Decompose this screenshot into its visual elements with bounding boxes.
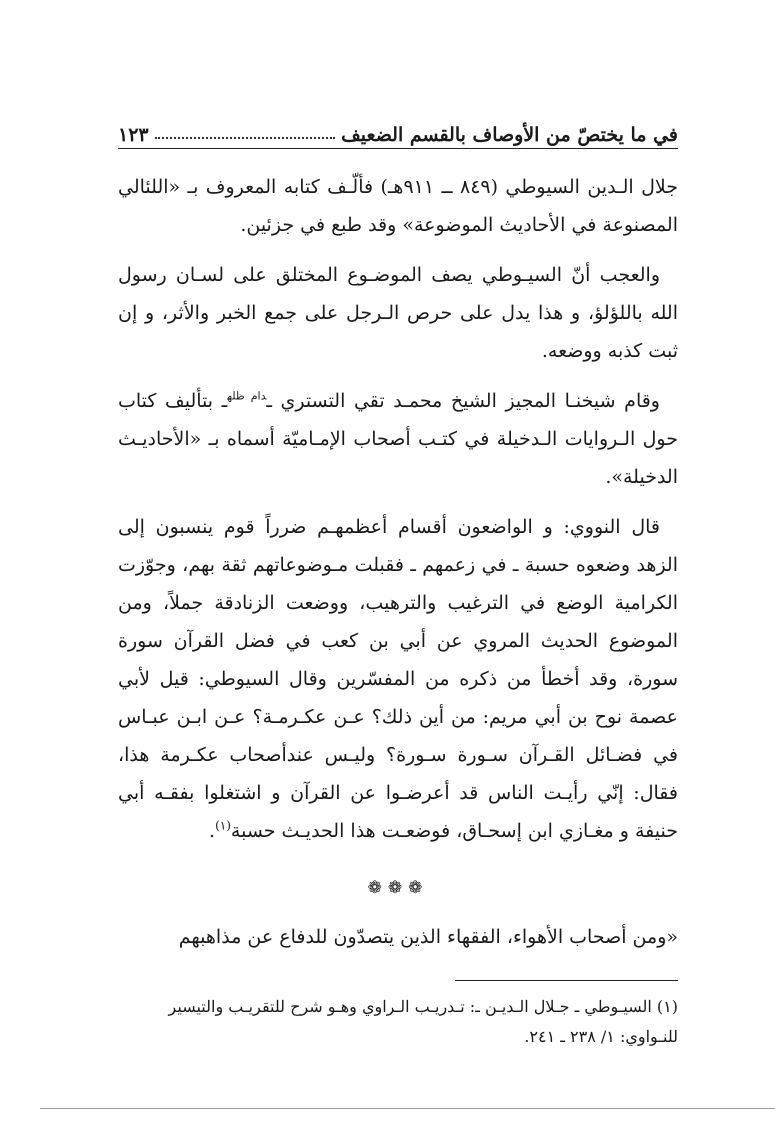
footnote: (١) السيـوطي ـ جـلال الـديـن ـ: تـدريـب الـراوي وهـو شرح للتقريـب والتيسير للنـواوي: ١/ ٢٣٨ ـ ٢٤١. <box>168 997 678 1046</box>
honorific-small: دام ظله <box>227 389 267 403</box>
page-number: ١٢٣ <box>118 124 149 146</box>
header-dot-leader <box>155 137 336 139</box>
body-text <box>118 168 678 862</box>
paragraph-tustari-part-a: وقام شيخنـا المجيز الشيخ محمـد تقي التستري ـ <box>266 390 660 412</box>
continuation-line: «ومن أصحاب الأهواء، الفقهاء الذين يتصدّون للدفاع عن مذاهبهم <box>178 926 678 948</box>
footnote-reference: (١) <box>215 818 231 833</box>
paragraph-nawawi-end: . <box>209 820 216 842</box>
running-title: في ما يختصّ من الأوصاف بالقسم الضعيف <box>341 124 678 146</box>
footnote-rule <box>455 980 678 981</box>
header-rule <box>118 148 678 149</box>
page-header <box>118 112 678 146</box>
paragraph-tustari-part-b: ـ بتأليف كتاب حول الـروايات الـدخيلة في كتـب أصحاب الإمـاميّة أسماه بـ «الأحاديـث الدخيلة». <box>118 390 678 488</box>
scan-edge-line <box>40 1108 775 1109</box>
paragraph-wonder: والعجب أنّ السيـوطي يصف الموضـوع المختلق على لسـان رسول الله باللؤلؤ، و هذا يدل على حرص الـرجل على جمع الخبر والأثر، و إن ثبت كذبه ووضعه. <box>118 264 678 362</box>
paragraph-nawawi-text: قال النووي: و الواضعون أقسام أعظمهـم ضرراً قوم ينسبون إلى الزهد وضعوه حسبة ـ في زعمهم ـ فقبلت مـوضوعاتهم ثقة بهم، وجوّزت الكرامية الوضع في الترغيب والترهيب، ووضعت الزنادقة جملاً، ومن الموضوع الحديث المروي عن أبي بن كعب في فضل القرآن سورة سورة، وقد أخطأ من ذكره من المفسّرين وقال السيوطي: قيل لأبي عصمة نوح بن أبي مريم: من أين ذلك؟ عـن عكـرمـة؟ عـن ابـن عبـاس في فضـائل القـرآن سـورة سـورة؟ وليـس عندأصحاب عكـرمة هذا، فقال: إنّي رأيـت الناس قد أعرضـوا عن القرآن و اشتغلوا بفقـه أبي حنيفة و مغـازي ابن إسحـاق، فوضعـت هذا الحديـث حسبة <box>118 516 678 842</box>
paragraph-tustari <box>118 382 678 496</box>
paragraph-nawawi <box>118 508 678 850</box>
section-separator: ❁❁❁ <box>367 878 429 898</box>
paragraph-suyuti-book: جلال الـدين السيوطي (٨٤٩ ــ ٩١١هـ) فألّـف كتابه المعروف بـ «اللئالي المصنوعة في الأحاديث الموضوعة» وقد طبع في جزئين. <box>118 176 678 236</box>
